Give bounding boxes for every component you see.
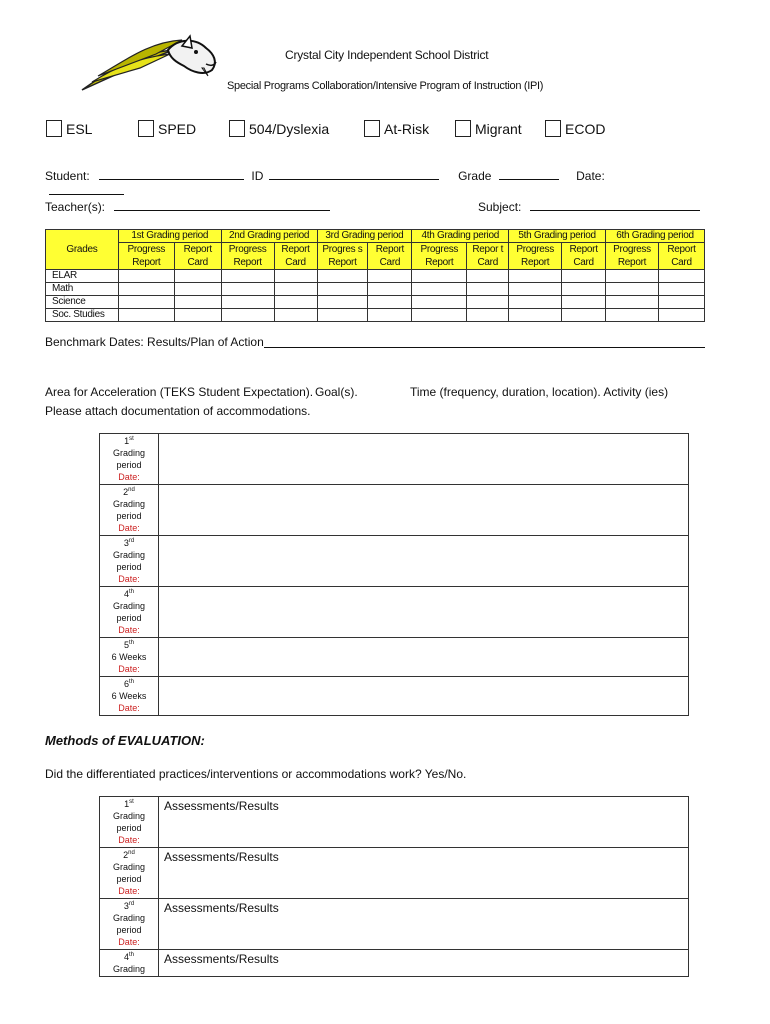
grade-cell[interactable] bbox=[606, 283, 659, 296]
grade-cell[interactable] bbox=[317, 283, 368, 296]
plan-entry-cell[interactable] bbox=[159, 638, 689, 677]
checkbox-box[interactable] bbox=[545, 120, 561, 137]
period-label-cell bbox=[100, 434, 159, 485]
grade-cell[interactable] bbox=[562, 309, 606, 322]
grade-cell[interactable] bbox=[221, 296, 274, 309]
period-label: Grading period bbox=[112, 601, 146, 623]
evaluation-question: Did the differentiated practices/interventions or accommodations work? Yes/No. bbox=[45, 767, 467, 781]
grade-cell[interactable] bbox=[467, 270, 509, 283]
acceleration-area-label: Area for Acceleration (TEKS Student Expectation). bbox=[45, 385, 314, 399]
table-row bbox=[100, 536, 689, 587]
plan-entry-cell[interactable] bbox=[159, 536, 689, 587]
checkbox-504-dyslexia[interactable] bbox=[229, 120, 329, 137]
date-label: Date: bbox=[118, 703, 140, 713]
period-label: Grading period bbox=[112, 811, 146, 833]
grade-cell[interactable] bbox=[317, 296, 368, 309]
checkbox-label: ESL bbox=[66, 120, 93, 137]
subheader-card: Report Card bbox=[658, 243, 704, 270]
grade-cell[interactable] bbox=[118, 309, 174, 322]
grade-cell[interactable] bbox=[412, 309, 467, 322]
assessment-cell[interactable] bbox=[159, 848, 689, 899]
period-suffix: th bbox=[129, 589, 135, 595]
checkbox-label: 504/Dyslexia bbox=[249, 120, 330, 137]
grade-cell[interactable] bbox=[317, 270, 368, 283]
grade-cell[interactable] bbox=[118, 270, 174, 283]
table-row bbox=[46, 296, 705, 309]
period-header: 5th Grading period bbox=[509, 230, 606, 243]
date-label: Date: bbox=[118, 574, 140, 584]
grade-cell[interactable] bbox=[467, 309, 509, 322]
subject-field[interactable] bbox=[530, 199, 700, 211]
table-row bbox=[46, 309, 705, 322]
period-label: Grading period bbox=[112, 862, 146, 884]
period-label: Grading period bbox=[112, 550, 146, 572]
subheader-progress: Progres s Report bbox=[317, 243, 368, 270]
id-label: ID bbox=[251, 169, 264, 183]
grade-cell[interactable] bbox=[412, 296, 467, 309]
goals-label: Goal(s). bbox=[315, 385, 358, 399]
period-label: Grading period bbox=[112, 499, 146, 521]
period-label-cell bbox=[100, 899, 159, 950]
checkbox-label: At-Risk bbox=[384, 120, 430, 137]
date-label: Date: bbox=[576, 169, 605, 183]
subheader-card: Report Card bbox=[368, 243, 412, 270]
table-row bbox=[46, 270, 705, 283]
plan-entry-cell[interactable] bbox=[159, 587, 689, 638]
period-label-cell bbox=[100, 848, 159, 899]
teachers-label: Teacher(s): bbox=[45, 200, 106, 214]
period-number: 4 bbox=[123, 952, 129, 962]
subheader-progress: Progress Report bbox=[509, 243, 562, 270]
grades-table bbox=[45, 229, 705, 322]
period-number: 2 bbox=[123, 487, 129, 497]
grade-cell[interactable] bbox=[317, 309, 368, 322]
grade-cell[interactable] bbox=[606, 309, 659, 322]
period-number: 5 bbox=[123, 640, 129, 650]
grade-cell[interactable] bbox=[274, 309, 317, 322]
date-label: Date: bbox=[118, 886, 140, 896]
period-number: 1 bbox=[124, 799, 130, 809]
district-title: Crystal City Independent School District bbox=[285, 48, 489, 62]
table-row bbox=[100, 587, 689, 638]
grade-cell[interactable] bbox=[562, 283, 606, 296]
grade-cell[interactable] bbox=[606, 296, 659, 309]
period-header: 2nd Grading period bbox=[221, 230, 317, 243]
benchmark-row bbox=[45, 335, 705, 349]
table-row bbox=[100, 638, 689, 677]
table-row bbox=[100, 797, 689, 848]
grade-label: Grade bbox=[458, 169, 492, 183]
subheader-card: Repor t Card bbox=[467, 243, 509, 270]
student-info-row bbox=[45, 168, 685, 198]
table-row bbox=[100, 677, 689, 716]
grade-cell[interactable] bbox=[658, 283, 704, 296]
evaluation-heading: Methods of EVALUATION: bbox=[45, 733, 205, 748]
date-label: Date: bbox=[118, 664, 140, 674]
plan-entry-cell[interactable] bbox=[159, 485, 689, 536]
grade-cell[interactable] bbox=[467, 296, 509, 309]
subject-cell: ELAR bbox=[46, 270, 119, 283]
grade-field[interactable] bbox=[499, 168, 559, 180]
plan-entry-cell[interactable] bbox=[159, 434, 689, 485]
grade-cell[interactable] bbox=[221, 283, 274, 296]
assessment-cell[interactable] bbox=[159, 797, 689, 848]
period-suffix: rd bbox=[128, 901, 135, 907]
grade-cell[interactable] bbox=[658, 309, 704, 322]
period-label-cell bbox=[100, 536, 159, 587]
period-number: 3 bbox=[123, 901, 129, 911]
grade-cell[interactable] bbox=[562, 270, 606, 283]
period-header: 6th Grading period bbox=[606, 230, 705, 243]
period-suffix: st bbox=[129, 436, 134, 442]
period-header: 1st Grading period bbox=[118, 230, 221, 243]
grade-cell[interactable] bbox=[658, 296, 704, 309]
checkbox-at-risk[interactable] bbox=[364, 120, 429, 137]
subheader-progress: Progress Report bbox=[221, 243, 274, 270]
period-label-cell bbox=[100, 587, 159, 638]
checkbox-label: ECOD bbox=[565, 120, 606, 137]
grade-cell[interactable] bbox=[368, 283, 412, 296]
period-header: 4th Grading period bbox=[412, 230, 509, 243]
period-label: Grading period bbox=[112, 448, 146, 470]
assessment-label: Assessments/Results bbox=[164, 901, 279, 915]
school-logo bbox=[78, 32, 220, 94]
grade-cell[interactable] bbox=[509, 296, 562, 309]
period-suffix: nd bbox=[128, 850, 135, 856]
date-label: Date: bbox=[118, 523, 140, 533]
subheader-progress: Progress Report bbox=[118, 243, 174, 270]
period-suffix: th bbox=[129, 679, 135, 685]
date-label: Date: bbox=[118, 835, 140, 845]
assessment-label: Assessments/Results bbox=[164, 799, 279, 813]
checkbox-box[interactable] bbox=[46, 120, 62, 137]
period-number: 2 bbox=[123, 850, 129, 860]
student-label: Student: bbox=[45, 169, 90, 183]
plan-table bbox=[99, 433, 689, 716]
grade-cell[interactable] bbox=[562, 296, 606, 309]
grade-cell[interactable] bbox=[368, 270, 412, 283]
teacher-row bbox=[45, 199, 330, 214]
period-label-cell bbox=[100, 797, 159, 848]
program-title: Special Programs Collaboration/Intensive Program of Instruction (IPI) bbox=[227, 80, 544, 92]
date-label: Date: bbox=[118, 937, 140, 947]
grade-cell[interactable] bbox=[274, 296, 317, 309]
time-label: Time (frequency, duration, location). Activity (ies) bbox=[410, 385, 669, 399]
period-number: 6 bbox=[123, 679, 129, 689]
table-row bbox=[46, 283, 705, 296]
period-suffix: nd bbox=[128, 487, 135, 493]
benchmark-field[interactable] bbox=[264, 335, 705, 348]
assessment-cell[interactable] bbox=[159, 899, 689, 950]
subheader-progress: Progress Report bbox=[606, 243, 659, 270]
assessment-cell[interactable] bbox=[159, 950, 689, 977]
subject-cell: Soc. Studies bbox=[46, 309, 119, 322]
subject-row bbox=[478, 199, 700, 214]
grade-cell[interactable] bbox=[174, 296, 221, 309]
period-label-cell bbox=[100, 638, 159, 677]
date-label: Date: bbox=[118, 472, 140, 482]
period-header: 3rd Grading period bbox=[317, 230, 412, 243]
period-suffix: rd bbox=[128, 538, 135, 544]
subject-cell: Science bbox=[46, 296, 119, 309]
period-number: 1 bbox=[124, 436, 130, 446]
table-row bbox=[100, 485, 689, 536]
period-label: Grading bbox=[112, 964, 146, 974]
grade-cell[interactable] bbox=[118, 296, 174, 309]
benchmark-label: Benchmark Dates: Results/Plan of Action bbox=[45, 335, 264, 349]
subheader-card: Report Card bbox=[274, 243, 317, 270]
checkbox-box[interactable] bbox=[364, 120, 380, 137]
checkbox-label: SPED bbox=[158, 120, 197, 137]
attach-note: Please attach documentation of accommodations. bbox=[45, 404, 311, 418]
checkbox-box[interactable] bbox=[455, 120, 471, 137]
grade-cell[interactable] bbox=[221, 309, 274, 322]
checkbox-esl[interactable] bbox=[46, 120, 92, 137]
period-number: 4 bbox=[123, 589, 129, 599]
grade-cell[interactable] bbox=[412, 270, 467, 283]
table-row bbox=[100, 434, 689, 485]
subject-label: Subject: bbox=[478, 200, 522, 214]
subheader-progress: Progress Report bbox=[412, 243, 467, 270]
date-field[interactable] bbox=[49, 183, 124, 195]
grade-cell[interactable] bbox=[174, 270, 221, 283]
checkbox-sped[interactable] bbox=[138, 120, 196, 137]
plan-entry-cell[interactable] bbox=[159, 677, 689, 716]
period-label: 6 Weeks bbox=[111, 691, 147, 701]
grade-cell[interactable] bbox=[467, 283, 509, 296]
student-field[interactable] bbox=[99, 168, 244, 180]
grade-cell[interactable] bbox=[509, 283, 562, 296]
period-label-cell bbox=[100, 485, 159, 536]
grade-cell[interactable] bbox=[606, 270, 659, 283]
grade-cell[interactable] bbox=[174, 283, 221, 296]
evaluation-table bbox=[99, 796, 689, 977]
grades-corner: Grades bbox=[46, 230, 119, 270]
subheader-card: Report Card bbox=[174, 243, 221, 270]
subject-cell: Math bbox=[46, 283, 119, 296]
assessment-label: Assessments/Results bbox=[164, 952, 279, 966]
id-field[interactable] bbox=[269, 168, 439, 180]
table-row bbox=[100, 848, 689, 899]
grade-cell[interactable] bbox=[174, 309, 221, 322]
date-label: Date: bbox=[118, 625, 140, 635]
period-number: 3 bbox=[123, 538, 129, 548]
checkbox-box[interactable] bbox=[138, 120, 154, 137]
period-suffix: th bbox=[129, 952, 135, 958]
period-label: 6 Weeks bbox=[111, 652, 147, 662]
teachers-field[interactable] bbox=[114, 199, 330, 211]
grade-cell[interactable] bbox=[509, 309, 562, 322]
period-suffix: th bbox=[129, 640, 135, 646]
period-label-cell bbox=[100, 677, 159, 716]
subheader-card: Report Card bbox=[562, 243, 606, 270]
checkbox-box[interactable] bbox=[229, 120, 245, 137]
checkbox-ecod[interactable] bbox=[545, 120, 605, 137]
table-row bbox=[100, 899, 689, 950]
period-suffix: st bbox=[129, 799, 134, 805]
assessment-label: Assessments/Results bbox=[164, 850, 279, 864]
grade-cell[interactable] bbox=[221, 270, 274, 283]
grade-cell[interactable] bbox=[509, 270, 562, 283]
grade-cell[interactable] bbox=[412, 283, 467, 296]
grade-cell[interactable] bbox=[118, 283, 174, 296]
grade-cell[interactable] bbox=[368, 309, 412, 322]
period-label-cell bbox=[100, 950, 159, 977]
grade-cell[interactable] bbox=[274, 283, 317, 296]
grade-cell[interactable] bbox=[658, 270, 704, 283]
period-label: Grading period bbox=[112, 913, 146, 935]
checkbox-migrant[interactable] bbox=[455, 120, 522, 137]
grade-cell[interactable] bbox=[368, 296, 412, 309]
table-row bbox=[100, 950, 689, 977]
checkbox-label: Migrant bbox=[475, 120, 522, 137]
grade-cell[interactable] bbox=[274, 270, 317, 283]
